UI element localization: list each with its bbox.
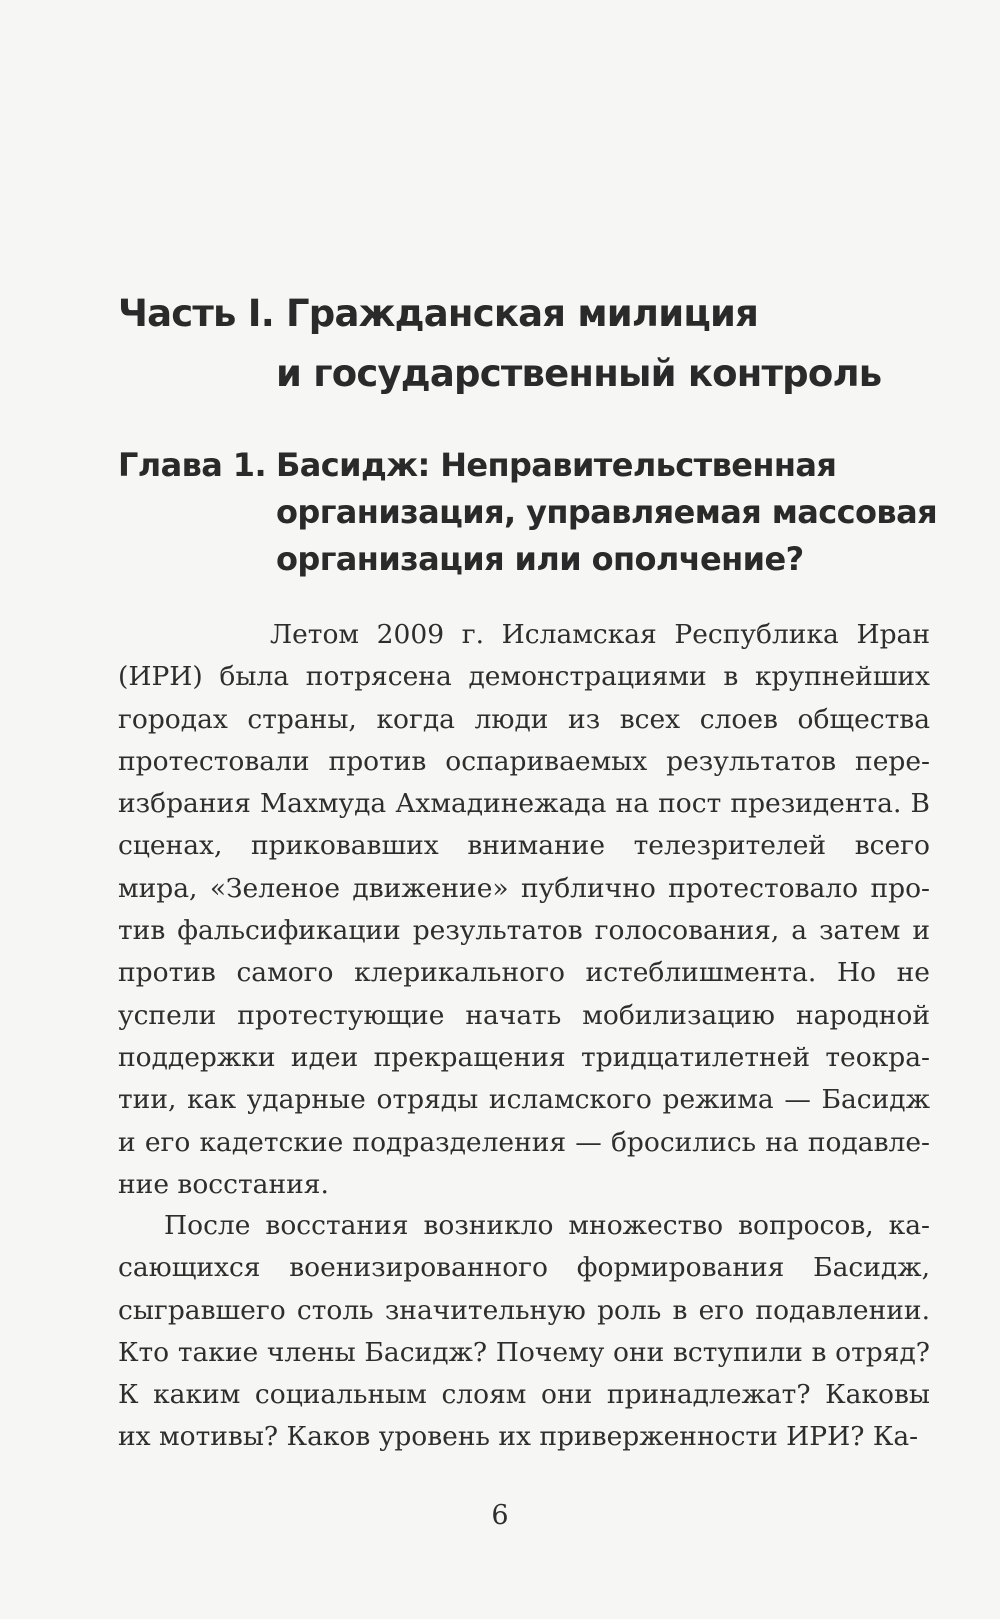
part-title-line-1: Часть I. Гражданская милиция <box>118 292 759 335</box>
chapter-title-line-2: организация, управляемая массовая <box>276 493 938 531</box>
part-title-line-2: и государственный контроль <box>276 352 882 395</box>
page-number: 6 <box>491 1500 509 1531</box>
paragraph-1: Летом 2009 г. Исламская Республика Иран (ИРИ) была потрясена демонстрациями в крупнейших городах страны, когда люди из всех слоев общества протестовали против оспариваемых результатов переизбрания Махмуда Ахмадинежада на пост президента. В сценах, приковавших внимание телезрителей всего мира, «Зеленое движение» публично протестовало против фальсификации результатов голосования, а затем и против самого клерикального истеблишмента. Но не успели протестующие начать мобилизацию народной поддержки идеи прекращения тридцатилетней теократии, как ударные отряды исламского режима — Басидж и его кадетские подразделения — бросились на подавление восстания. <box>118 619 930 1200</box>
chapter-title-line-3: организация или ополчение? <box>276 540 804 578</box>
chapter-title-line-1: Басидж: Неправительственная <box>276 446 837 484</box>
chapter-label: Глава 1. <box>118 446 267 484</box>
paragraph-2: После восстания возникло множество вопросов, касающихся военизированного формирования Басидж, сыгравшего столь значительную роль в его подавлении. Кто такие члены Басидж? Почему они вступили в отряд? К каким социальным слоям они принадлежат? Каковы их мотивы? Каков уровень их приверженности ИРИ? Ка- <box>118 1210 930 1453</box>
